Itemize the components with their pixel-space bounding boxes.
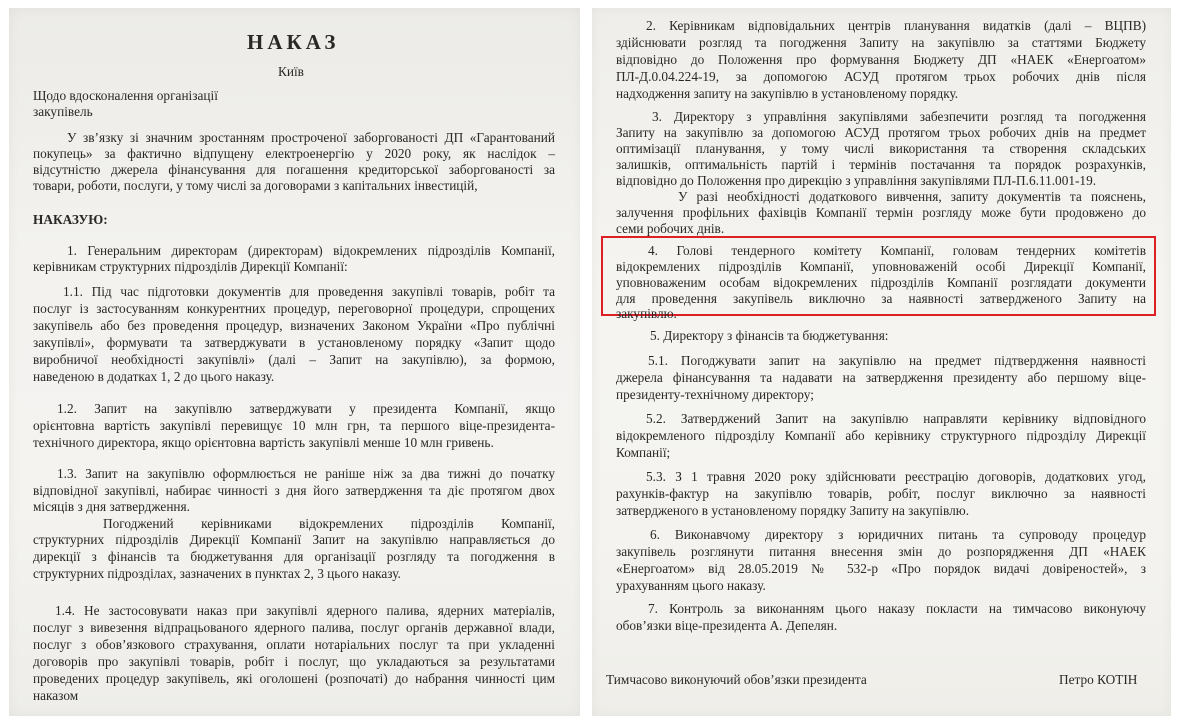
document-subject-line: Щодо вдосконалення організації <box>33 88 218 103</box>
clause-5-3-line: 5.3. З 1 травня 2020 року здійснювати реєстрацію договорів, додаткових угод, <box>646 469 1146 484</box>
clause-1-1-line: закупівель або без проведення процедур, визначених Законом України «Про публічні <box>33 318 555 333</box>
preamble-line: покупець» за фактично відпущену електроенергію у 2020 року, як наслідок – <box>33 146 555 161</box>
clause-3-line: Запиту на закупівлю за допомогою АСУД протягом трьох робочих днів на предмет <box>616 125 1146 140</box>
clause-7-line: 7. Контроль за виконанням цього наказу покласти на тимчасово виконуючу <box>648 601 1146 616</box>
clause-1-1-line: наведеною в додатках 1, 2 до цього наказу. <box>33 369 275 384</box>
document-title: НАКАЗ <box>247 30 340 54</box>
clause-2-line: здійснювати розгляд та погодження Запиту на закупівлю за статтями Бюджету <box>616 35 1146 50</box>
clause-1-4-line: договорів про закупівлі товарів, робіт і послуг, що укладаються за результатами <box>33 654 555 669</box>
clause-3-line: 3. Директору з управління закупівлями забезпечити розгляд та погодження <box>652 109 1146 124</box>
clause-2-line: 2. Керівникам відповідальних центрів планування видатків (далі – ВЦПВ) <box>646 18 1146 33</box>
clause-6-line: урахуванням цього наказу. <box>616 578 766 593</box>
clause-1-3-line: Погоджений керівниками відокремлених підрозділів Компанії, <box>103 516 555 531</box>
clause-3-line: семи робочих днів. <box>616 221 725 236</box>
clause-1-4-line: послуг з обов’язкового страхування, оплати нотаріальних послуг та при укладенні <box>33 637 555 652</box>
preamble-line: товари, роботи, послуги, у тому числі за договорами з капітальних інвестицій, <box>33 178 478 193</box>
document-subject-line: закупівель <box>33 104 93 119</box>
clause-4-line: уповноваженим особам відокремлених підрозділів Компанії розглядати документи <box>616 275 1146 290</box>
signature-name: Петро КОТІН <box>1059 672 1138 687</box>
document-page-left <box>9 8 580 716</box>
clause-1-1-line: послуг із застосуванням конкурентних процедур, переговорної процедури, спрощених <box>33 301 555 316</box>
clause-3-line: залучення профільних фахівців Компанії термін розгляду може бути продовжено до <box>616 205 1146 220</box>
clause-6-line: 6. Виконавчому директору з юридичних питань та супроводу процедур <box>650 527 1146 542</box>
document-page-right <box>592 8 1171 716</box>
clause-3-line: У разі необхідності додаткового вивчення, запиту документів та пояснень, <box>678 189 1146 204</box>
clause-5-line: 5. Директору з фінансів та бюджетування: <box>650 328 889 343</box>
clause-1-2-line: 1.2. Запит на закупівлю затверджувати у президента Компанії, якщо <box>57 401 555 416</box>
signature-position: Тимчасово виконуючий обов’язки президента <box>606 672 867 687</box>
clause-4-line: закупівлю. <box>616 306 677 321</box>
clause-4-line: відокремлених підрозділів Компанії, уповноваженій особі Дирекції Компанії, <box>616 259 1146 274</box>
clause-1-3-line: дирекції з фінансів та бюджетування для організації розгляду та погодження в <box>33 549 555 564</box>
clause-2-line: надходження запиту на закупівлю в установленому порядку. <box>616 86 959 101</box>
clause-5-3-line: затвердженого в установленому порядку Запиту на закупівлю. <box>616 503 970 518</box>
clause-5-1-line: джерела фінансування та надавати на затвердження президенту або першому віце- <box>616 370 1146 385</box>
clause-5-3-line: рахунків-фактур на закупівлю товарів, робіт, послуг виключно за наявності <box>616 486 1146 501</box>
clause-1-4-line: 1.4. Не застосовувати наказ при закупівлі ядерного палива, ядерних матеріалів, <box>55 603 555 618</box>
clause-3-line: залишків, оптимальність партій і термінів постачання та порядок розрахунків, <box>616 157 1146 172</box>
clause-5-1-line: 5.1. Погоджувати запит на закупівлю на предмет підтвердження наявності <box>648 353 1146 368</box>
clause-1-3-line: відповідної закупівлі, набирає чинності з дня його затвердження та діє протягом двох <box>33 483 555 498</box>
clause-3-line: відповідно до Положення про дирекцію з управління закупівлями ПЛ-П.6.11.001-19. <box>616 173 1097 188</box>
clause-1-2-line: технічного директора, якщо орієнтовна вартість закупівлі менше 10 млн гривень. <box>33 435 494 450</box>
clause-5-2-line: 5.2. Затверджений Запит на закупівлю направляти керівнику відповідного <box>646 411 1146 426</box>
clause-5-1-line: президенту-технічному директору; <box>616 387 814 402</box>
clause-1-3-line: 1.3. Запит на закупівлю оформлюється не раніше ніж за два тижні до початку <box>57 466 555 481</box>
clause-2-line: відповідно до Положення про формування Бюджету ДП «НАЕК «Енергоатом» <box>616 52 1146 67</box>
clause-4-line: для проведення закупівель виключно за наявності затвердженого Запиту на <box>616 291 1146 306</box>
clause-1-4-line: проведених процедур закупівель, які оголошені (розпочаті) до набрання чинності цим <box>33 671 555 686</box>
clause-5-2-line: відокремленого підрозділу Компанії або керівнику структурного підрозділу Дирекції <box>616 428 1146 443</box>
document-city: Київ <box>278 64 304 79</box>
preamble-line: відсутністю джерела фінансування для погашення кредиторської заборгованості за <box>33 162 555 177</box>
clause-1-1-line: закупівлі», формувати та затверджувати в установленому порядку «Запит щодо <box>33 335 555 350</box>
clause-1-line: 1. Генеральним директорам (директорам) відокремлених підрозділів Компанії, <box>67 243 555 258</box>
clause-1-2-line: орієнтовна вартість закупівлі перевищує 10 млн грн, та першого віце-президента- <box>33 418 555 433</box>
order-keyword: НАКАЗУЮ: <box>33 212 108 227</box>
clause-1-4-line: послуг з вивезення відпрацьованого ядерного палива, послуг органів державної влади, <box>33 620 555 635</box>
preamble-line: У зв’язку зі значним зростанням простроченої заборгованості ДП «Гарантований <box>67 130 555 145</box>
clause-3-line: оптимізації планування, у тому числі використання та створення складських <box>616 141 1146 156</box>
clause-6-line: закупівель розглянути питання внесення змін до розпорядження ДП «НАЕК <box>616 544 1146 559</box>
clause-1-line: керівникам структурних підрозділів Дирекції Компанії: <box>33 259 348 274</box>
clause-1-3-line: структурних підрозділів Дирекції Компанії Запит на закупівлю направляється до <box>33 532 555 547</box>
clause-4-line: 4. Голові тендерного комітету Компанії, головам тендерних комітетів <box>648 243 1146 258</box>
clause-5-2-line: Компанії; <box>616 445 671 460</box>
clause-1-1-line: виробничої необхідності закупівлі» (далі – Запит на закупівлю), за формою, <box>33 352 555 367</box>
clause-6-line: «Енергоатом» від 28.05.2019 № 532-р «Про порядок видачі довіреностей», з <box>616 561 1146 576</box>
clause-1-3-line: структурних підрозділах, зазначених в пунктах 2, 3 цього наказу. <box>33 566 401 581</box>
clause-2-line: ПЛ-Д.0.04.224-19, за допомогою АСУД протягом трьох робочих днів після <box>616 69 1146 84</box>
clause-7-line: обов’язки віце-президента А. Депелян. <box>616 618 838 633</box>
clause-1-1-line: 1.1. Під час підготовки документів для проведення закупівлі товарів, робіт та <box>63 284 555 299</box>
clause-1-3-line: місяців з дня затвердження. <box>33 499 190 514</box>
clause-1-4-line: наказом <box>33 688 79 703</box>
